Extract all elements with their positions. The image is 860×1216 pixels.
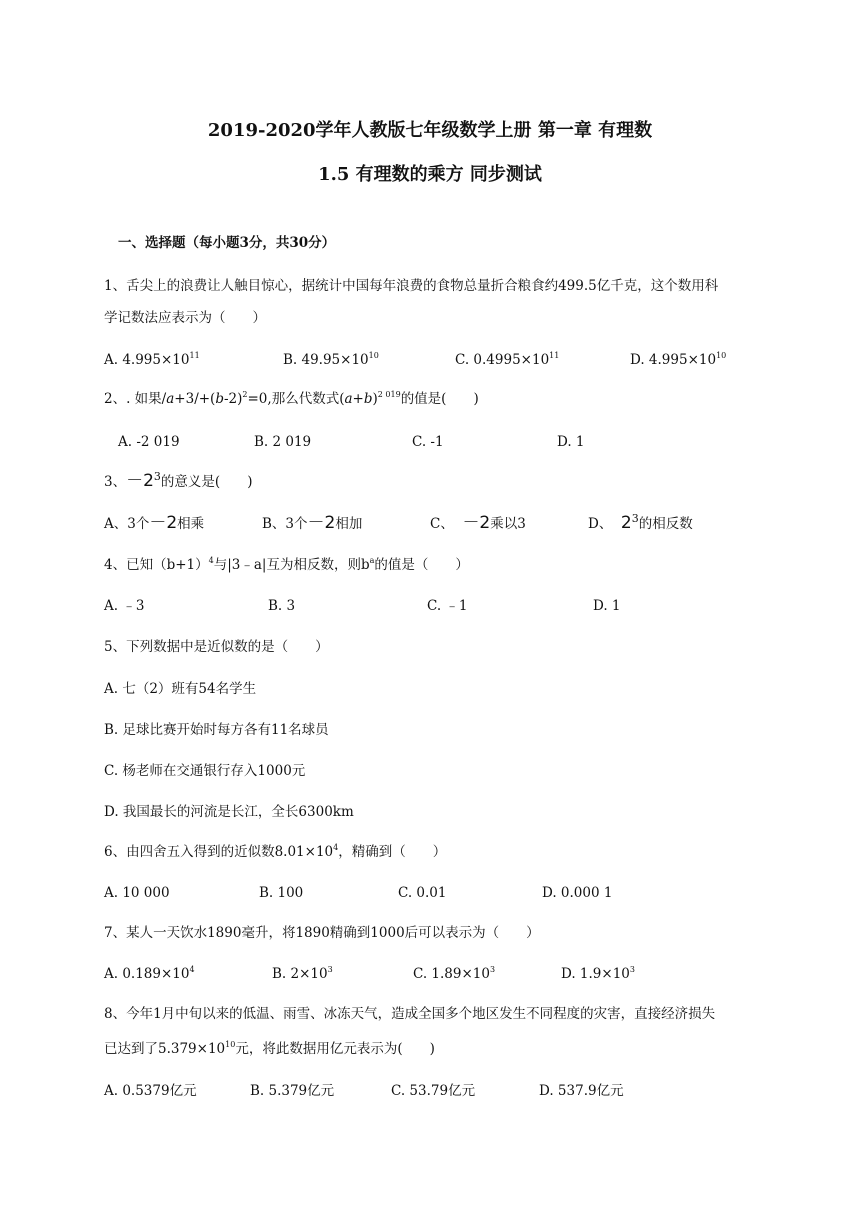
q2-option-a: A. -2 019 <box>118 434 180 450</box>
question-6: 6、由四舍五入得到的近似数$8.01\times 10^4$，精确到（ ） <box>104 843 447 860</box>
q2-option-b: B. 2 019 <box>254 434 312 450</box>
q1-option-c: C. $0.4995\times 10^{11}$ <box>455 351 560 368</box>
q3-option-b: B、3个－2相加 <box>262 513 363 533</box>
q5-option-a: A. 七（2）班有54名学生 <box>104 681 257 697</box>
q8-option-b: B. 5.379亿元 <box>250 1083 335 1099</box>
q4-option-d: D. 1 <box>593 598 621 614</box>
q8-option-c: C. 53.79亿元 <box>391 1083 476 1099</box>
q8-option-d: D. 537.9亿元 <box>539 1083 624 1099</box>
q7-option-d: D. $1.9\times 10^3$ <box>561 965 635 982</box>
q7-option-a: A. $0.189\times 10^4$ <box>104 965 195 982</box>
q4-option-c: C. ﹣1 <box>427 598 468 614</box>
question-7: 7、某人一天饮水1890毫升，将1890精确到1000后可以表示为（ ） <box>104 925 540 941</box>
q4-option-b: B. 3 <box>268 598 296 614</box>
section-heading: 一、选择题（每小题3分，共30分） <box>118 235 336 251</box>
question-3: 3、$-2^3$的意义是( ) <box>104 470 253 491</box>
q5-option-c: C. 杨老师在交通银行存入1000元 <box>104 763 306 779</box>
q2-option-c: C. -1 <box>412 434 444 450</box>
q8-option-a: A. 0.5379亿元 <box>104 1083 197 1099</box>
q2-option-d: D. 1 <box>557 434 585 450</box>
q7-option-c: C. $1.89\times 10^3$ <box>413 965 496 982</box>
question-8-line1: 8、今年1月中旬以来的低温、雨雪、冰冻天气，造成全国多个地区发生不同程度的灾害，直接经济损失 <box>104 1006 716 1022</box>
q3-option-c: C、 －2乘以3 <box>430 513 526 533</box>
q6-option-b: B. 100 <box>259 885 304 901</box>
q7-option-b: B. $2\times 10^3$ <box>272 965 333 982</box>
page-subtitle: 1.5 有理数的乘方 同步测试 <box>318 164 542 185</box>
q4-option-a: A. ﹣3 <box>104 598 145 614</box>
q1-option-a: A. $4.995\times 10^{11}$ <box>104 351 200 368</box>
q1-option-b: B. $49.95\times 10^{10}$ <box>283 351 379 368</box>
page-title: 2019-2020学年人教版七年级数学上册 第一章 有理数 <box>207 120 653 141</box>
q3-option-a: A、3个－2相乘 <box>104 513 205 533</box>
question-8-line2: 已达到了$5.379\times 10^{10}$元，将此数据用亿元表示为( ) <box>104 1040 435 1057</box>
question-4: 4、已知$(b+1)^4$与|3﹣a|互为相反数，则$b^a$的值是（ ） <box>104 556 469 573</box>
q6-option-c: C. 0.01 <box>398 885 447 901</box>
q3-option-d: D、 $2^3$的相反数 <box>588 512 693 533</box>
q6-option-d: D. 0.000 1 <box>542 885 613 901</box>
question-1-line1: 1、舌尖上的浪费让人触目惊心，据统计中国每年浪费的食物总量折合粮食约499.5亿千克，这个数用科 <box>104 278 719 294</box>
question-1-line2: 学记数法应表示为（ ） <box>104 310 266 326</box>
question-2: 2、. 如果$/a+3/+(b-2)^2=0$,那么代数式$(a+b)^{2 019}$的值是( ) <box>104 390 479 407</box>
q5-option-b: B. 足球比赛开始时每方各有11名球员 <box>104 722 329 738</box>
q5-option-d: D. 我国最长的河流是长江，全长6300km <box>104 804 354 820</box>
q1-option-d: D. $4.995\times 10^{10}$ <box>630 351 727 368</box>
question-5: 5、下列数据中是近似数的是（ ） <box>104 639 329 655</box>
q6-option-a: A. 10 000 <box>104 885 170 901</box>
